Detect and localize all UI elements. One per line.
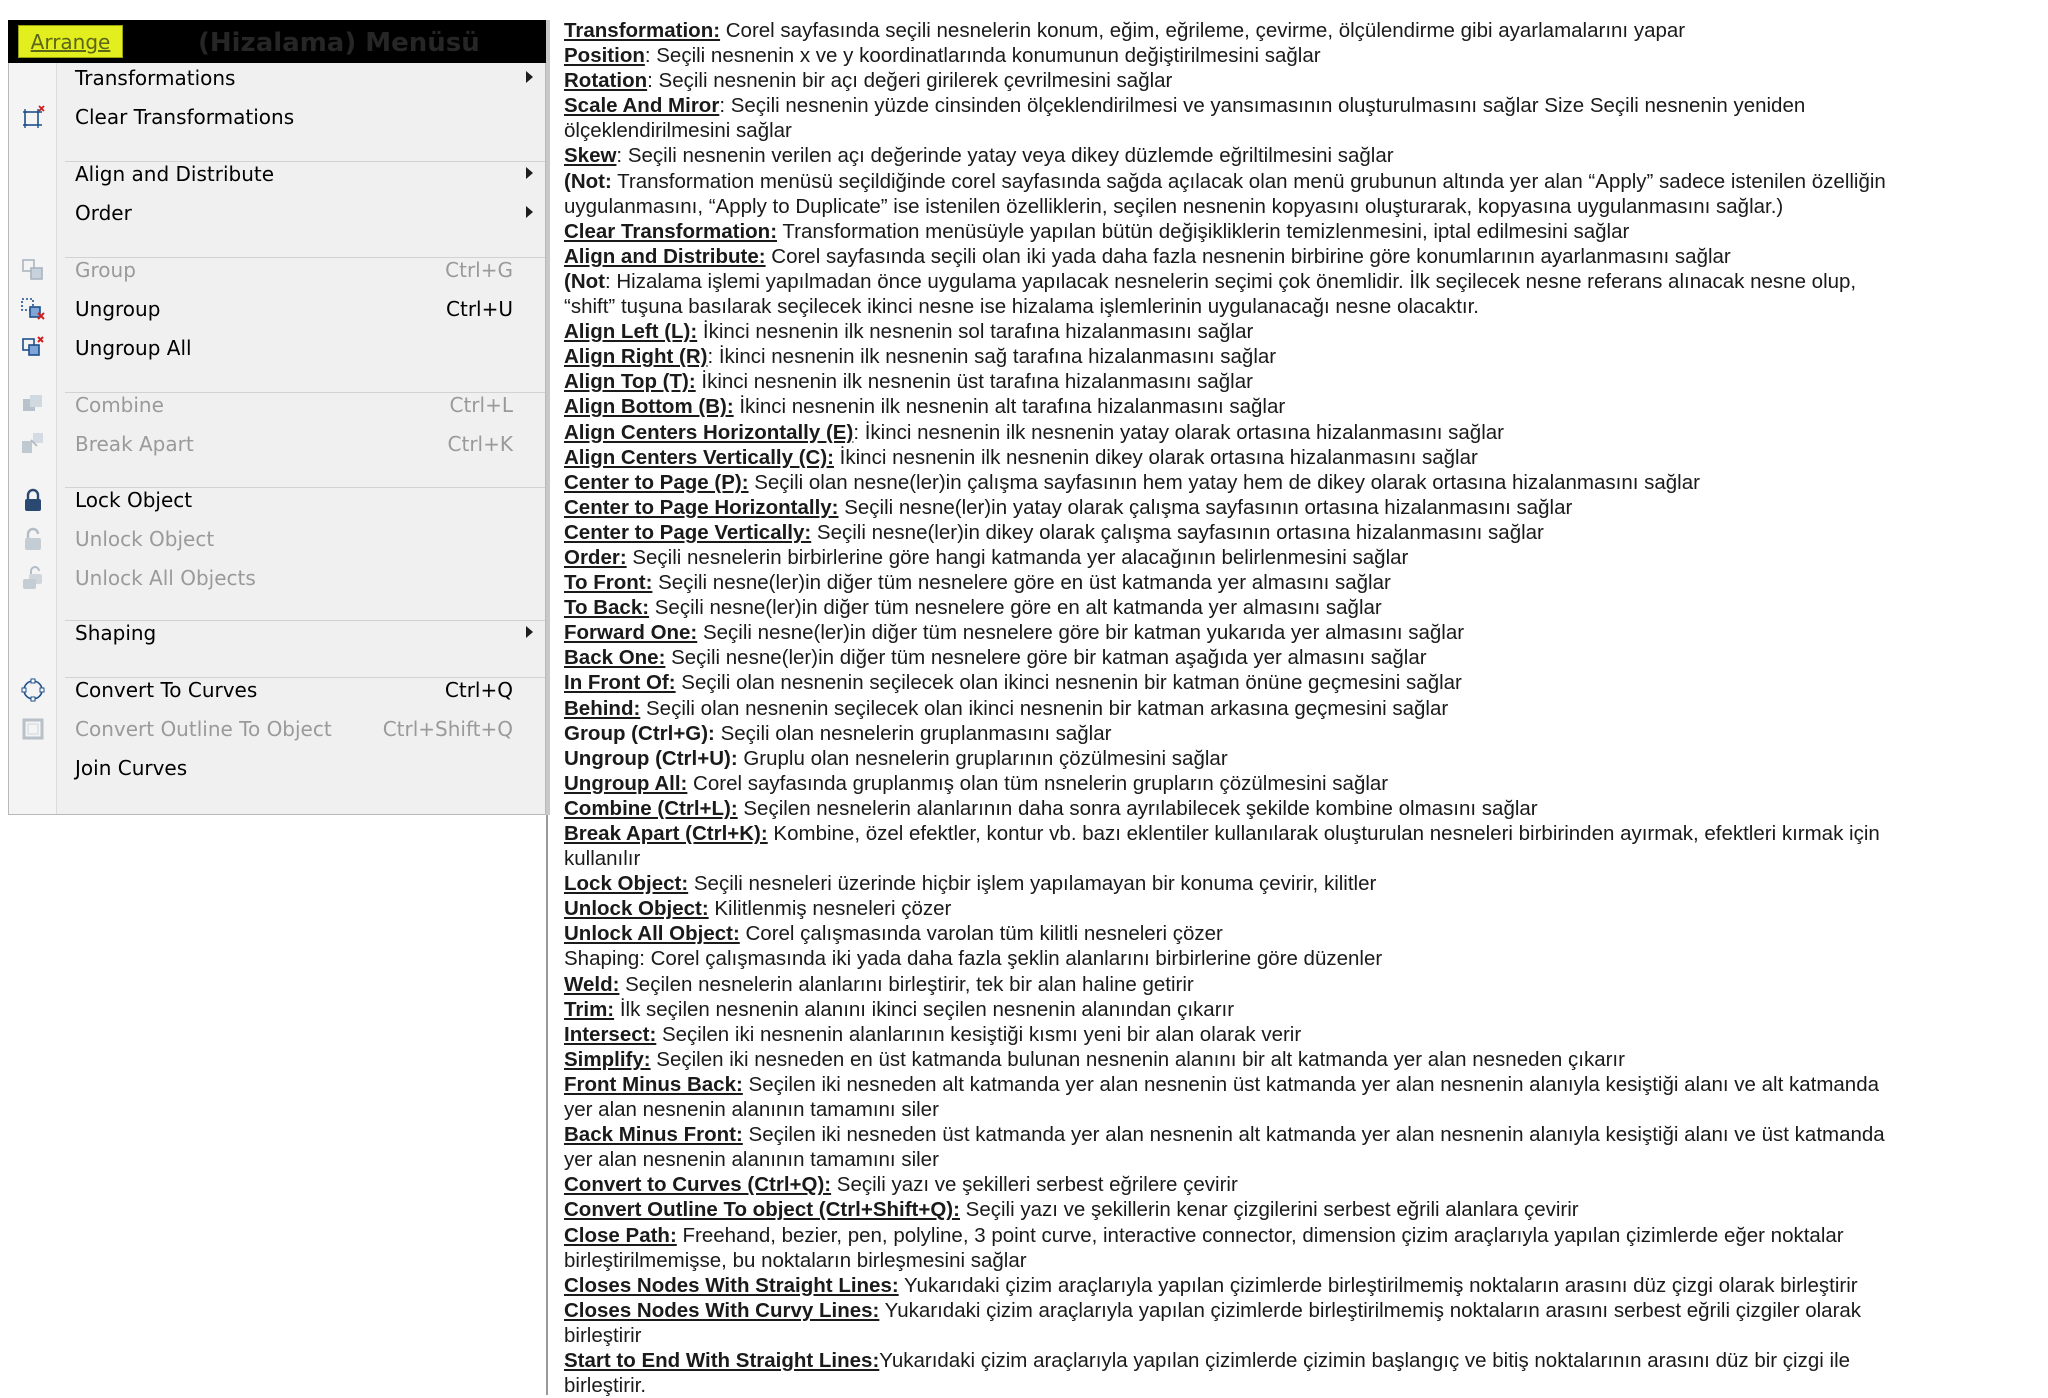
doc-term: Rotation — [564, 69, 648, 93]
doc-line — [564, 470, 2024, 495]
doc-description: Yukarıdaki çizim araçlarıyla yapılan çizimlerde birleştirilmemiş noktaların arasını düz çizgi olarak birleştirir — [898, 1273, 1858, 1297]
doc-line — [564, 219, 2024, 244]
doc-term: To Front: — [564, 571, 653, 595]
doc-line — [564, 896, 2024, 921]
doc-line — [564, 997, 2024, 1022]
menu-item-label: Combine — [75, 393, 164, 417]
doc-description: : Seçili nesnenin bir açı değeri girilerek çevrilmesini sağlar — [647, 69, 1173, 93]
doc-term: Break Apart (Ctrl+K): — [564, 822, 768, 845]
doc-description: Seçili olan nesnenin seçilecek olan ikinci nesnenin bir katman arkasına geçmesini sağlar — [640, 696, 1449, 720]
lock-icon — [19, 486, 47, 514]
doc-line — [564, 1097, 2024, 1122]
doc-line — [564, 946, 2024, 971]
doc-term: Weld: — [564, 972, 620, 996]
doc-line — [564, 244, 2024, 269]
menu-item-unlock-object[interactable] — [9, 519, 545, 557]
doc-description: “shift” tuşuna basılarak seçilecek ikinci nesne ise hizalama işlemlerinin uygulanacağı nesne olacaktır. — [564, 295, 1479, 319]
menu-item-align-and-distribute[interactable] — [9, 154, 545, 192]
doc-term: (Not: — [564, 169, 612, 193]
doc-term: Align and Distribute: — [564, 244, 766, 268]
submenu-arrow-icon — [526, 167, 533, 179]
menu-item-join-curves[interactable] — [9, 748, 545, 786]
doc-description: Seçili nesne(ler)in dikey olarak çalışma sayfasının ortasına hizalanmasını sağlar — [811, 520, 1544, 544]
doc-line — [564, 319, 2024, 344]
doc-line — [564, 570, 2024, 595]
doc-line — [564, 143, 2024, 168]
doc-description: : İkinci nesnenin ilk nesnenin yatay olarak ortasına hizalanmasını sağlar — [853, 420, 1504, 444]
menu-item-label: Break Apart — [75, 432, 194, 456]
doc-line — [564, 921, 2024, 946]
ungroup-all-icon — [19, 334, 47, 362]
doc-line — [564, 520, 2024, 545]
doc-term: Align Bottom (B): — [564, 395, 734, 419]
menu-item-shortcut: Ctrl+Shift+Q — [382, 717, 513, 741]
menu-item-label: Unlock Object — [75, 527, 215, 551]
doc-term: Order: — [564, 545, 627, 569]
convert-to-curves-icon — [19, 676, 47, 704]
doc-description: Seçili nesne(ler)in diğer tüm nesnelere göre bir katman yukarıda yer almasını sağlar — [697, 621, 1465, 645]
doc-description: İlk seçilen nesnenin alanını ikinci seçilen nesnenin alanından çıkarır — [614, 997, 1235, 1021]
doc-description: Gruplu olan nesnelerin gruplarının çözülmesini sağlar — [737, 746, 1228, 770]
doc-description: Corel çalışmasında varolan tüm kilitli nesneleri çözer — [739, 922, 1223, 946]
doc-line — [564, 1022, 2024, 1047]
submenu-arrow-icon — [526, 206, 533, 218]
doc-description: Seçili olan nesnelerin gruplanmasını sağlar — [714, 721, 1112, 745]
doc-line — [564, 821, 2024, 846]
menu-item-shortcut: Ctrl+L — [449, 393, 513, 417]
doc-line — [564, 1248, 2024, 1273]
menu-item-shortcut: Ctrl+K — [447, 432, 513, 456]
doc-term: Back One: — [564, 646, 666, 670]
menu-item-label: Align and Distribute — [75, 162, 275, 186]
submenu-arrow-icon — [526, 71, 533, 83]
doc-line — [564, 369, 2024, 394]
doc-description: İkinci nesnenin ilk nesnenin alt tarafına hizalanmasını sağlar — [733, 395, 1286, 419]
menu-item-label: Transformations — [75, 66, 236, 90]
doc-term: Align Right (R) — [564, 345, 708, 369]
doc-description: Transformation menüsüyle yapılan bütün değişikliklerin temizlenmesini, iptal edilmesini sağlar — [777, 219, 1630, 243]
convert-outline-icon — [19, 715, 47, 743]
doc-line — [564, 194, 2024, 219]
doc-description: Seçili yazı ve şekillerin kenar çizgilerini serbest eğrili alanlara çevirir — [959, 1198, 1579, 1222]
menu-item-convert-to-curves[interactable] — [9, 670, 545, 708]
menu-item-lock-object[interactable] — [9, 480, 545, 518]
doc-line — [564, 1298, 2024, 1323]
combine-icon — [19, 391, 47, 419]
doc-description: : Seçili nesnenin verilen açı değerinde yatay veya dikey düzlemde eğriltilmesini sağlar — [616, 144, 1394, 168]
doc-term: Start to End With Straight Lines: — [564, 1348, 880, 1372]
doc-description: Seçili olan nesnenin seçilecek olan ikinci nesnenin bir katman önüne geçmesini sağlar — [675, 671, 1462, 695]
doc-term: In Front Of: — [564, 671, 676, 695]
doc-line — [564, 344, 2024, 369]
menu-item-shaping[interactable] — [9, 613, 545, 651]
doc-description: yer alan nesnenin alanının tamamını siler — [564, 1148, 939, 1172]
doc-line — [564, 445, 2024, 470]
doc-description: yer alan nesnenin alanının tamamını siler — [564, 1098, 939, 1122]
doc-line — [564, 620, 2024, 645]
doc-description: birleştirir — [564, 1323, 642, 1347]
doc-term: Behind: — [564, 696, 641, 720]
clear-transform-icon — [19, 103, 47, 131]
unlock-all-icon — [19, 564, 47, 592]
doc-description: : İkinci nesnenin ilk nesnenin sağ tarafına hizalanmasını sağlar — [707, 345, 1277, 369]
doc-line — [564, 93, 2024, 118]
doc-term: Center to Page Vertically: — [564, 520, 812, 544]
group-icon — [19, 256, 47, 284]
doc-line — [564, 1373, 2024, 1398]
menu-item-label: Convert To Curves — [75, 678, 258, 702]
doc-term: Scale And Miror — [564, 94, 720, 118]
doc-term: Simplify: — [564, 1047, 651, 1071]
menu-item-combine[interactable] — [9, 385, 545, 423]
doc-line — [564, 294, 2024, 319]
doc-line — [564, 1348, 2024, 1373]
menu-item-group[interactable] — [9, 250, 545, 288]
doc-line — [564, 746, 2024, 771]
doc-description: birleştirilmemişse, bu noktaların birleşmesini sağlar — [564, 1248, 1027, 1272]
doc-term: To Back: — [564, 596, 650, 620]
doc-term: Center to Page (P): — [564, 470, 749, 494]
doc-line — [564, 796, 2024, 821]
doc-term: Clear Transformation: — [564, 219, 778, 243]
doc-description: Seçili nesneleri üzerinde hiçbir işlem yapılamayan bir konuma çevirir, kilitler — [688, 872, 1377, 896]
menu-item-shortcut: Ctrl+U — [446, 297, 513, 321]
doc-line — [564, 1172, 2024, 1197]
menu-item-unlock-all-objects[interactable] — [9, 558, 545, 596]
doc-term: Close Path: — [564, 1223, 677, 1247]
doc-term: (Not — [564, 269, 605, 293]
doc-term: Front Minus Back: — [564, 1072, 743, 1096]
menu-item-label: Join Curves — [75, 756, 188, 780]
doc-description: ölçeklendirilmesini sağlar — [564, 119, 792, 143]
doc-line — [564, 846, 2024, 871]
doc-term: Align Left (L): — [564, 320, 698, 344]
menu-item-ungroup[interactable] — [9, 289, 545, 327]
doc-term: Lock Object: — [564, 872, 689, 896]
doc-line — [564, 1197, 2024, 1222]
doc-term: Closes Nodes With Curvy Lines: — [564, 1298, 880, 1322]
doc-line — [564, 972, 2024, 997]
doc-description: Corel sayfasında seçili olan iki yada daha fazla nesnenin birbirine göre konumlarının ayarlanmasını sağlar — [765, 244, 1731, 268]
menu-item-label: Ungroup — [75, 297, 161, 321]
menu-item-label: Shaping — [75, 621, 157, 645]
doc-term: Trim: — [564, 997, 615, 1021]
doc-line — [564, 420, 2024, 445]
doc-description: Corel sayfasında seçili nesnelerin konum, eğim, eğrileme, çevirme, ölçülendirme gibi ayarlamalarını yapar — [720, 19, 1686, 42]
doc-description: Seçili nesnelerin birbirlerine göre hangi katmanda yer alacağının belirlenmesini sağlar — [626, 545, 1409, 569]
doc-line — [564, 1122, 2024, 1147]
doc-line — [564, 495, 2024, 520]
doc-description: : Seçili nesnenin x ve y koordinatlarında konumunun değiştirilmesini sağlar — [644, 44, 1321, 68]
doc-line — [564, 595, 2024, 620]
menu-item-ungroup-all[interactable] — [9, 328, 545, 366]
menu-item-convert-outline-to-object[interactable] — [9, 709, 545, 747]
doc-line — [564, 169, 2024, 194]
menu-item-shortcut: Ctrl+G — [445, 258, 513, 282]
doc-term: Convert to Curves (Ctrl+Q): — [564, 1173, 832, 1197]
doc-line — [564, 645, 2024, 670]
doc-term: Transformation: — [564, 19, 721, 42]
doc-description: Seçilen iki nesnenin alanlarının kesiştiği kısmı yeni bir alan olarak verir — [656, 1022, 1302, 1046]
doc-description: Shaping: Corel çalışmasında iki yada daha fazla şeklin alanlarını birbirlerine göre düzenler — [564, 947, 1383, 971]
doc-description: : Hizalama işlemi yapılmadan önce uygulama yapılacak nesnelerin seçimi çok önemlidir. İlk seçilecek nesne referans alınacak nesne olup, — [604, 269, 1857, 293]
doc-line — [564, 1047, 2024, 1072]
doc-term: Closes Nodes With Straight Lines: — [564, 1273, 899, 1297]
documentation-text — [564, 18, 2024, 1398]
doc-term: Ungroup (Ctrl+U): — [564, 746, 738, 770]
doc-term: Center to Page Horizontally: — [564, 495, 839, 519]
doc-term: Forward One: — [564, 621, 698, 645]
doc-description: : Seçili nesnenin yüzde cinsinden ölçeklendirilmesi ve yansımasının oluşturulmasını sağlar Size Seçili nesnenin yeniden — [719, 94, 1806, 118]
menu-item-label: Convert Outline To Object — [75, 717, 332, 741]
menu-item-clear-transformations[interactable] — [9, 97, 545, 135]
doc-description: Yukarıdaki çizim araçlarıyla yapılan çizimlerde birleştirilmemiş noktaların arasını serbest eğrili çizgiler olarak — [879, 1298, 1862, 1322]
doc-description: Seçilen nesnelerin alanlarını birleştirir, tek bir alan haline getirir — [619, 972, 1194, 996]
menu-bar — [8, 20, 546, 63]
doc-term: Align Top (T): — [564, 370, 696, 394]
doc-description: Seçilen iki nesneden alt katmanda yer alan nesnenin üst katmanda yer alan nesnenin alanıyla kesiştiği alanı ve alt katmanda — [742, 1072, 1879, 1096]
doc-description: İkinci nesnenin ilk nesnenin üst tarafına hizalanmasını sağlar — [695, 370, 1253, 394]
doc-description: Yukarıdaki çizim araçlarıyla yapılan çizimlerde çizimin başlangıç ve bitiş noktalarının arasını düz bir çizgi ile — [879, 1348, 1851, 1372]
doc-term: Skew — [564, 144, 617, 168]
doc-description: İkinci nesnenin ilk nesnenin dikey olarak ortasına hizalanmasını sağlar — [833, 445, 1478, 469]
menu-item-transformations[interactable] — [9, 58, 545, 96]
menu-item-label: Lock Object — [75, 488, 193, 512]
doc-term: Align Centers Horizontally (E) — [564, 420, 854, 444]
doc-term: Back Minus Front: — [564, 1123, 743, 1147]
arrange-dropdown-menu — [8, 63, 546, 815]
doc-description: Kombine, özel efektler, kontur vb. bazı eklentiler kullanılarak oluşturulan nesneleri birbirinden ayırmak, efektleri kırmak için — [767, 822, 1880, 845]
menu-shadow — [546, 20, 550, 815]
doc-term: Group (Ctrl+G): — [564, 721, 715, 745]
doc-term: Ungroup All: — [564, 771, 688, 795]
doc-description: uygulanmasını, “Apply to Duplicate” ise istenilen özelliklerin, seçilen nesnenin kopyasını oluşturarak, kopyasına uygulanmasını sağlar.) — [564, 194, 1784, 218]
menu-item-label: Order — [75, 201, 132, 225]
menu-item-label: Ungroup All — [75, 336, 192, 360]
doc-line — [564, 1223, 2024, 1248]
doc-description: Seçili olan nesne(ler)in çalışma sayfasının hem yatay hem de dikey olarak ortasına hizalanmasını sağlar — [748, 470, 1700, 494]
doc-term: Intersect: — [564, 1022, 657, 1046]
doc-description: birleştirir. — [564, 1374, 647, 1398]
doc-term: Position — [564, 44, 645, 68]
doc-description: Seçili nesne(ler)in diğer tüm nesnelere göre bir katman aşağıda yer almasını sağlar — [665, 646, 1427, 670]
menu-item-label: Clear Transformations — [75, 105, 295, 129]
doc-line — [564, 721, 2024, 746]
doc-description: Seçili nesne(ler)in diğer tüm nesnelere göre en alt katmanda yer almasını sağlar — [649, 596, 1382, 620]
doc-line — [564, 871, 2024, 896]
doc-description: Seçili nesne(ler)in diğer tüm nesnelere göre en üst katmanda yer almasını sağlar — [652, 571, 1391, 595]
menu-item-label: Unlock All Objects — [75, 566, 256, 590]
doc-line — [564, 269, 2024, 294]
doc-line — [564, 696, 2024, 721]
doc-term: Convert Outline To object (Ctrl+Shift+Q): — [564, 1198, 960, 1222]
doc-line — [564, 118, 2024, 143]
break-apart-icon — [19, 430, 47, 458]
doc-description: Transformation menüsü seçildiğinde corel sayfasında sağda açılacak olan menü grubunun altında yer alan “Apply” sadece istenilen özelliğin — [611, 169, 1886, 193]
doc-line — [564, 1072, 2024, 1097]
doc-line — [564, 771, 2024, 796]
menu-item-shortcut: Ctrl+Q — [444, 678, 513, 702]
submenu-arrow-icon — [526, 626, 533, 638]
ghost-title: (Hizalama) Menüsü — [198, 28, 480, 58]
doc-line — [564, 1323, 2024, 1348]
divider-line — [546, 815, 548, 1395]
doc-line — [564, 545, 2024, 570]
arrange-menu-button[interactable]: Arrange — [18, 25, 123, 58]
doc-description: Seçilen iki nesneden üst katmanda yer alan nesnenin alt katmanda yer alan nesnenin alanıyla kesiştiği alanı ve üst katmanda — [742, 1123, 1885, 1147]
doc-term: Unlock Object: — [564, 897, 709, 921]
doc-description: Freehand, bezier, pen, polyline, 3 point curve, interactive connector, dimension çizim araçlarıyla yapılan çizimlerde eğer noktalar — [676, 1223, 1844, 1247]
doc-line — [564, 68, 2024, 93]
doc-description: İkinci nesnenin ilk nesnenin sol tarafına hizalanmasını sağlar — [697, 320, 1254, 344]
doc-line — [564, 1147, 2024, 1172]
doc-description: Seçilen nesnelerin alanlarının daha sonra ayrılabilecek şekilde kombine olmasını sağlar — [737, 796, 1538, 820]
doc-description: Corel sayfasında gruplanmış olan tüm nsnelerin grupların çözülmesini sağlar — [687, 771, 1389, 795]
doc-term: Combine (Ctrl+L): — [564, 796, 738, 820]
doc-line — [564, 394, 2024, 419]
doc-line — [564, 1273, 2024, 1298]
unlock-icon — [19, 525, 47, 553]
menu-item-order[interactable] — [9, 193, 545, 231]
doc-description: kullanılır — [564, 847, 641, 871]
doc-description: Seçili nesne(ler)in yatay olarak çalışma sayfasının ortasına hizalanmasını sağlar — [838, 495, 1573, 519]
doc-line — [564, 43, 2024, 68]
doc-term: Align Centers Vertically (C): — [564, 445, 834, 469]
doc-description: Kilitlenmiş nesneleri çözer — [708, 897, 952, 921]
doc-term: Unlock All Object: — [564, 922, 740, 946]
doc-line — [564, 670, 2024, 695]
doc-line — [564, 18, 2024, 43]
doc-description: Seçilen iki nesneden en üst katmanda bulunan nesnenin alanını bir alt katmanda yer alan nesneden çıkarır — [650, 1047, 1625, 1071]
menu-item-label: Group — [75, 258, 136, 282]
ungroup-icon — [19, 295, 47, 323]
doc-description: Seçili yazı ve şekilleri serbest eğrilere çevirir — [831, 1173, 1238, 1197]
menu-item-break-apart[interactable] — [9, 424, 545, 462]
